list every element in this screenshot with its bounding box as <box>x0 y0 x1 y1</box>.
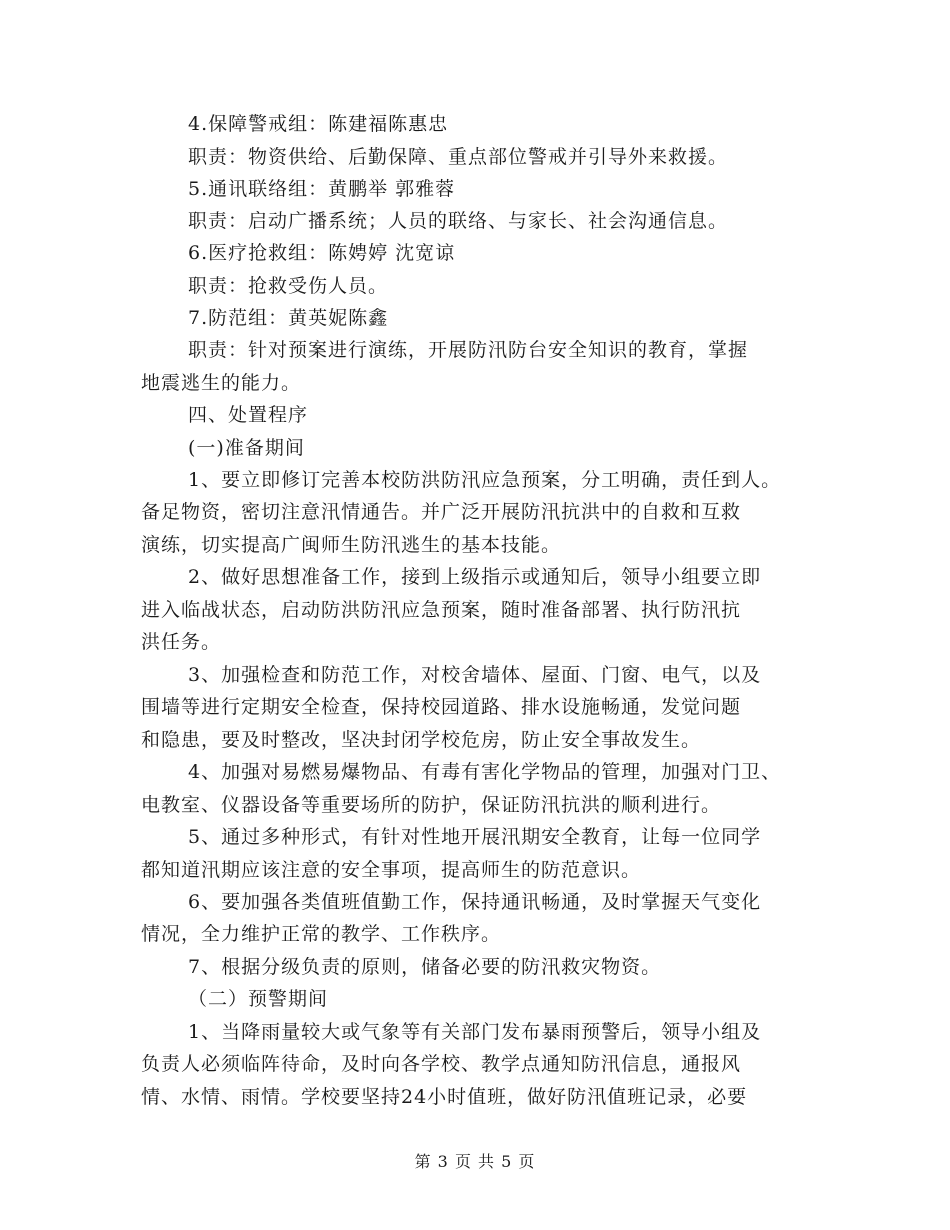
text-line: 4.保障警戒组：陈建福陈惠忠 <box>188 113 449 135</box>
text-line: 备足物资，密切注意汛情通告。并广泛开展防汛抗洪中的自救和互救 <box>141 501 742 523</box>
text-line: 职责：针对预案进行演练，开展防汛防台安全知识的教育，掌握 <box>188 339 749 361</box>
text-line: 进入临战状态，启动防洪防汛应急预案，随时准备部署、执行防汛抗 <box>141 599 742 621</box>
text-line: 6.医疗抢救组：陈娉婷 沈宽谅 <box>188 242 456 264</box>
text-line: 5、通过多种形式，有针对性地开展汛期安全教育，让每一位同学 <box>188 826 762 848</box>
text-line: 电教室、仪器设备等重要场所的防护，保证防汛抗洪的顺利进行。 <box>141 794 722 816</box>
text-line: 职责：启动广播系统；人员的联络、与家长、社会沟通信息。 <box>188 210 729 232</box>
text-line: 和隐患，要及时整改，坚决封闭学校危房，防止安全事故发生。 <box>141 729 702 751</box>
page-number: 第 3 页 共 5 页 <box>414 1152 536 1171</box>
text-line: 演练，切实提高广闽师生防汛逃生的基本技能。 <box>141 534 562 556</box>
text-line: 围墙等进行定期安全检查，保持校园道路、排水设施畅通，发觉问题 <box>141 696 742 718</box>
section-heading: 四、处置程序 <box>188 404 309 426</box>
text-line: 5.通讯联络组：黄鹏举 郭雅蓉 <box>188 178 456 200</box>
text-line: 1、要立即修订完善本校防洪防汛应急预案，分工明确，责任到人。 <box>188 469 782 491</box>
text-line: 情况，全力维护正常的教学、工作秩序。 <box>141 923 502 945</box>
text-line: 都知道汛期应该注意的安全事项，提高师生的防范意识。 <box>141 859 642 881</box>
subsection-heading: (一)准备期间 <box>188 437 305 459</box>
text-line: 职责：物资供给、后勤保障、重点部位警戒并引导外来救援。 <box>188 146 729 168</box>
text-line: 洪任务。 <box>141 631 222 653</box>
text-line: 7、根据分级负责的原则，储备必要的防汛救灾物资。 <box>188 956 662 978</box>
text-line: 情、水情、雨情。学校要坚持24小时值班，做好防汛值班记录，必要 <box>141 1086 748 1108</box>
text-line: 2、做好思想准备工作，接到上级指示或通知后，领导小组要立即 <box>188 566 762 588</box>
text-line: 3、加强检查和防范工作，对校舍墙体、屋面、门窗、电气，以及 <box>188 664 762 686</box>
text-line: 7.防范组：黄英妮陈鑫 <box>188 307 389 329</box>
text-line: 地震逃生的能力。 <box>141 372 302 394</box>
subsection-heading: （二）预警期间 <box>188 988 329 1010</box>
text-line: 6、要加强各类值班值勤工作，保持通讯畅通，及时掌握天气变化 <box>188 891 762 913</box>
text-line: 职责：抢救受伤人员。 <box>188 275 389 297</box>
text-line: 负责人必须临阵待命，及时向各学校、教学点通知防汛信息，通报风 <box>141 1053 742 1075</box>
text-line: 4、加强对易燃易爆物品、有毒有害化学物品的管理，加强对门卫、 <box>188 761 782 783</box>
text-line: 1、当降雨量较大或气象等有关部门发布暴雨预警后，领导小组及 <box>188 1021 762 1043</box>
